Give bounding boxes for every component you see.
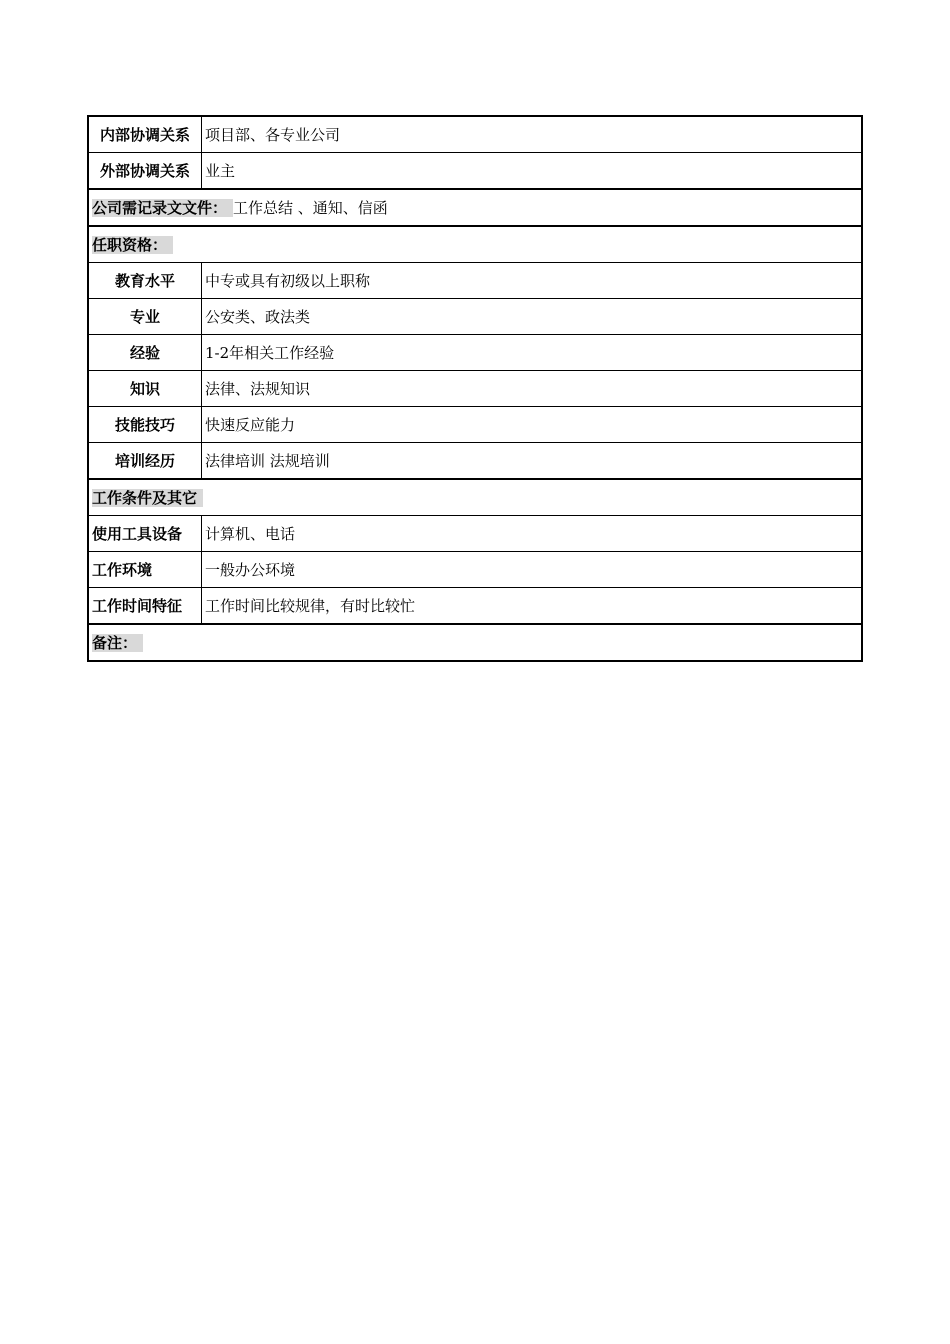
table-row [88,153,862,190]
environment-value: 一般办公环境 [202,552,863,588]
qualifications-heading-cell [88,226,862,263]
table-row [88,443,862,480]
experience-value: 1-2年相关工作经验 [202,335,863,371]
table-row [88,516,862,552]
table-row [88,263,862,299]
records-value: 工作总结 、通知、信函 [233,199,388,217]
education-value: 中专或具有初级以上职称 [202,263,863,299]
notes-label: 备注： [92,634,143,652]
skills-label: 技能技巧 [88,407,202,443]
table-row [88,226,862,263]
records-cell [88,189,862,226]
training-label: 培训经历 [88,443,202,480]
records-label: 公司需记录文文件： [92,199,233,217]
table-row [88,407,862,443]
table-row [88,116,862,153]
table-row [88,588,862,625]
notes-cell [88,624,862,661]
tools-value: 计算机、电话 [202,516,863,552]
work-hours-label: 工作时间特征 [88,588,202,625]
major-value: 公安类、政法类 [202,299,863,335]
tools-label: 使用工具设备 [88,516,202,552]
training-value: 法律培训 法规培训 [202,443,863,480]
conditions-heading: 工作条件及其它 [92,489,203,507]
work-hours-value: 工作时间比较规律，有时比较忙 [202,588,863,625]
conditions-heading-cell [88,479,862,516]
external-coordination-value: 业主 [202,153,863,190]
table-row [88,371,862,407]
major-label: 专业 [88,299,202,335]
knowledge-value: 法律、法规知识 [202,371,863,407]
qualifications-heading: 任职资格： [92,236,173,254]
job-description-table [87,115,863,662]
education-label: 教育水平 [88,263,202,299]
knowledge-label: 知识 [88,371,202,407]
internal-coordination-value: 项目部、各专业公司 [202,116,863,153]
table-row [88,299,862,335]
environment-label: 工作环境 [88,552,202,588]
table-row [88,479,862,516]
table-row [88,552,862,588]
table-row [88,624,862,661]
table-row [88,335,862,371]
skills-value: 快速反应能力 [202,407,863,443]
table-row [88,189,862,226]
internal-coordination-label: 内部协调关系 [88,116,202,153]
external-coordination-label: 外部协调关系 [88,153,202,190]
experience-label: 经验 [88,335,202,371]
